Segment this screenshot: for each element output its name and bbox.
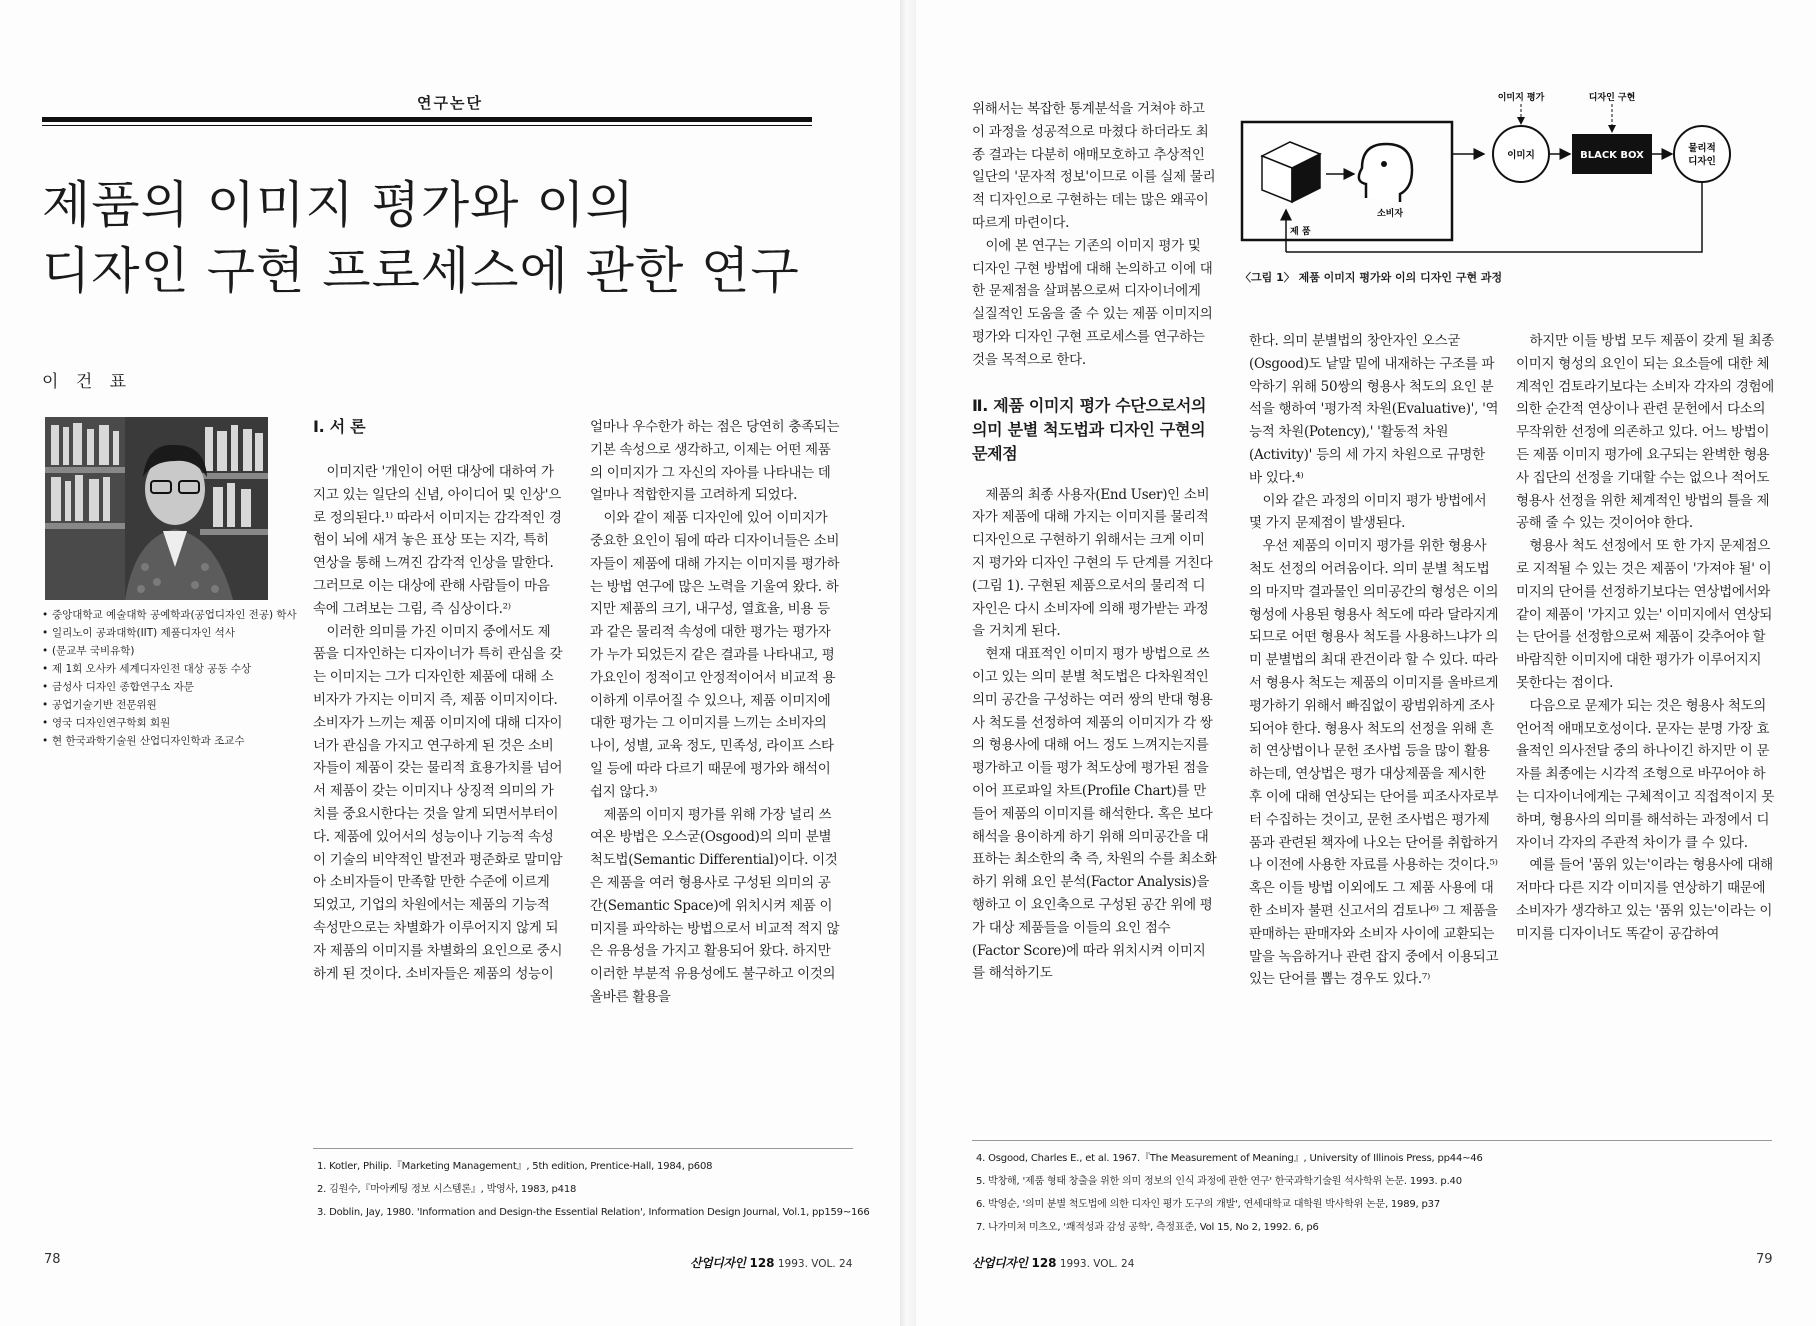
- body-column-3: [972, 98, 1217, 985]
- body-column-1: [313, 415, 563, 985]
- figure-1-caption: 〈그림 1〉 제품 이미지 평가와 이의 디자인 구현 과정: [1240, 271, 1503, 284]
- body-paragraph: 이와 같은 과정의 이미지 평가 방법에서 몇 가지 문제점이 발생된다.: [1249, 492, 1487, 532]
- product-label: 제 품: [1290, 227, 1311, 237]
- body-column-5: [1516, 330, 1778, 946]
- consumer-label: 소비자: [1376, 209, 1404, 219]
- header-rule-thin: [42, 125, 812, 126]
- body-paragraph: 얼마나 우수한가 하는 점은 당연히 충족되는 기본 속성으로 생각하고, 이제는 어떤 제품의 이미지가 그 자신의 자아를 나타내는 데 얼마나 적합한지를 고려하게 되었다.: [590, 419, 840, 504]
- footnote: 7. 나가미쳐 미츠오, '쾌적성과 감성 공학', 측정표준, Vol 15, No 2, 1992. 6, p6: [976, 1222, 1319, 1233]
- black-box-label: BLACK BOX: [1580, 150, 1644, 161]
- magazine-name: 산업디자인: [690, 1256, 746, 1270]
- section-2-heading: Ⅱ. 제품 이미지 평가 수단으로서의 의미 분별 척도법과 디자인 구현의 문제점: [972, 395, 1207, 463]
- footnote: 4. Osgood, Charles E., et al. 1967.『The Measurement of Meaning』, University of Illinois Press, pp44~46: [976, 1153, 1483, 1164]
- issue-number: 128: [1031, 1256, 1057, 1270]
- footnotes-right: [976, 1147, 1483, 1239]
- body-paragraph: 다음으로 문제가 되는 것은 형용사 척도의 언어적 애매모호성이다. 문자는 분명 가장 효율적인 의사전달 중의 하나이긴 하지만 이 문자를 최종에는 시각적 조형으로 바꾸어야 하는 디자이너에게는 구체적이고 직접적이지 못하며, 형용사의 의미를 해석하는 과정에서 디자이너 각자의 주관적 차이가 클 수 있다.: [1516, 697, 1775, 851]
- bio-item: • 현 한국과학기술원 산업디자인학과 조교수: [42, 732, 282, 750]
- body-column-4: [1249, 330, 1499, 991]
- right-page: [916, 0, 1816, 1326]
- issue-number: 128: [749, 1256, 775, 1270]
- author-bio-list: [42, 606, 297, 750]
- bio-item: • 중앙대학교 예술대학 공예학과(공업디자인 전공) 학사: [42, 606, 282, 624]
- design-stage-label: 디자인 구현: [1588, 93, 1636, 103]
- magazine-name: 산업디자인: [972, 1256, 1028, 1270]
- footnote-rule: [313, 1148, 853, 1149]
- footnote: 6. 박영순, '의미 분별 척도법에 의한 디자인 평가 도구의 개발', 연세대학교 대학원 박사학위 논문, 1989, p37: [976, 1199, 1440, 1210]
- author-name: 이 건 표: [42, 372, 133, 392]
- body-paragraph: 현재 대표적인 이미지 평가 방법으로 쓰이고 있는 의미 분별 척도법은 다차원적인 의미 공간을 구성하는 여러 쌍의 반대 형용사 척도를 선정하여 제품의 이미지가 각 쌍의 형용사에 대해 어느 정도 느껴지는지를 평가하고 이들 평가 척도상에 평가된 점을 이어 프로파일 차트(Profile Chart)를 만들어 제품의 이미지를 해석한다. 혹은 보다 해석을 용이하게 하기 위해 의미공간을 대표하는 최소한의 축 즉, 차원의 수를 최소화하기 위해 요인 분석(Factor Analysis)을 행하고 이 요인축으로 구성된 공간 위에 평가 대상 제품들을 이들의 요인 점수(Factor Score)에 따라 위치시켜 이미지를 해석하기도: [972, 646, 1217, 982]
- body-paragraph: 형용사 척도 선정에서 또 한 가지 문제점으로 지적될 수 있는 것은 제품이 '가져야 될' 이미지의 단어를 선정하기보다는 연상법에서와 같이 제품이 '가지고 있는' 이미지에서 연상되는 단어를 선정함으로써 제품이 갖추어야 할 바람직한 이미지에 대한 평가가 이루어지지 못한다는 점이다.: [1516, 538, 1773, 691]
- header-rule-thick: [42, 117, 812, 122]
- bio-item: • 일리노이 공과대학(IIT) 제품디자인 석사: [42, 624, 282, 642]
- bio-item: • (문교부 국비유학): [42, 642, 282, 660]
- body-paragraph: 하지만 이들 방법 모두 제품이 갖게 될 최종 이미지 형성의 요인이 되는 요소들에 대한 체계적인 검토라기보다는 소비자 각자의 경험에 의한 순간적 연상이나 관련 문헌에서 다소의 무작위한 선정에 의존하고 있다. 어느 방법이든 제품 이미지 평가에 요구되는 완벽한 형용사 집단의 선정을 기대할 수는 없으나 적어도 형용사 선정을 위한 체계적인 방법의 틀을 제공해 줄 수 있는 것이어야 한다.: [1516, 333, 1775, 532]
- folio-right: [972, 1254, 1134, 1271]
- bio-item: • 공업기술기반 전문위원: [42, 696, 282, 714]
- issue-meta: 1993. VOL. 24: [1059, 1258, 1135, 1270]
- body-paragraph: 이에 본 연구는 기존의 이미지 평가 및 디자인 구현 방법에 대해 논의하고 이에 대한 문제점을 살펴봄으로써 디자이너에게 실질적인 도움을 줄 수 있는 제품 이미지의 평가와 디자인 구현 프로세스를 연구하는 것을 목적으로 한다.: [972, 237, 1213, 368]
- footnote: 2. 김원수,『마아케팅 정보 시스템론』, 박영사, 1983, p418: [317, 1184, 577, 1195]
- footnote: 5. 박창해, '제품 형태 창출을 위한 의미 정보의 인식 과정에 관한 연구' 한국과학기술원 석사학위 논문. 1993. p.40: [976, 1176, 1462, 1187]
- eval-stage-label: 이미지 평가: [1497, 93, 1545, 103]
- footnote: 3. Doblin, Jay, 1980. 'Information and Design-the Essential Relation', Information Design Journal, Vol.1, pp159~166: [317, 1207, 870, 1218]
- article-title: [42, 172, 822, 304]
- physical-design-node: [1674, 126, 1730, 182]
- body-paragraph: 이러한 의미를 가진 이미지 중에서도 제품을 디자인하는 디자이너가 특히 관심을 갖는 이미지는 그가 디자인한 제품에 대해 소비자가 가지는 이미지 즉, 제품 이미지이다. 소비자가 느끼는 제품 이미지에 대해 디자이너가 관심을 가지고 연구하게 된 것은 소비자들이 제품이 갖는 물리적 효용가치를 넘어서 제품이 갖는 이미지나 상징적 의미의 가치를 중요시한다는 것을 알게 되면서부터이다. 제품에 있어서의 성능이나 기능적 속성이 기술의 비약적인 발전과 평준화로 말미암아 소비자들이 만족할 만한 수준에 이르게 되었고, 기업의 차원에서는 제품의 기능적 속성만으로는 차별화가 이루어지지 않게 되자 제품의 이미지를 차별화의 요인으로 중시하게 된 것이다. 소비자들은 제품의 성능이: [313, 623, 563, 982]
- footnote-rule: [972, 1140, 1772, 1141]
- issue-meta: 1993. VOL. 24: [777, 1258, 853, 1270]
- footnotes-left: [317, 1155, 869, 1224]
- body-paragraph: 제품의 최종 사용자(End User)인 소비자가 제품에 대해 가지는 이미지를 물리적 디자인으로 구현하기 위해서는 크게 이미지 평가와 디자인 구현의 두 단계를 거친다(그림 1). 구현된 제품으로서의 물리적 디자인은 다시 소비자에 의해 평가받는 과정을 거치게 된다.: [972, 486, 1213, 640]
- body-paragraph: 예를 들어 '품위 있는'이라는 형용사에 대해 저마다 다른 지각 이미지를 연상하기 때문에 소비자가 생각하고 있는 '품위 있는'이라는 이미지를 디자이너도 똑같이 공감하여: [1516, 857, 1773, 942]
- author-portrait-image: [45, 417, 268, 600]
- bio-item: • 금성사 디자인 종합연구소 자문: [42, 678, 282, 696]
- section-label: 연구논단: [417, 94, 483, 112]
- binding-gutter: [900, 0, 916, 1326]
- page-number-left: 78: [44, 1252, 61, 1267]
- physical-design-label-1: 물리적: [1688, 143, 1716, 154]
- body-paragraph: 위해서는 복잡한 통계분석을 거쳐야 하고 이 과정을 성공적으로 마쳤다 하더라도 최종 결과는 다분히 애매모호하고 추상적인 일단의 '문자적 정보'이므로 이를 실제 물리적 디자인으로 구현하는 데는 많은 왜곡이 따르게 마련이다.: [972, 101, 1216, 231]
- folio-left: [690, 1254, 852, 1271]
- body-column-2: [590, 416, 840, 1009]
- body-paragraph: 우선 제품의 이미지 평가를 위한 형용사 척도 선정의 어려움이다. 의미 분별 척도법의 마지막 결과물인 의미공간의 형성은 이의 형성에 사용된 형용사 척도에 따라 달라지게 되므로 어떤 형용사 척도를 사용하느냐가 의미 분별법의 최대 관건이라 할 수 있다. 따라서 형용사 척도는 제품의 이미지를 올바르게 평가하기 위해서 빠짐없이 광범위하게 조사되어야 한다. 형용사 척도의 선정을 위해 흔히 연상법이나 문헌 조사법 등을 많이 활용하는데, 연상법은 평가 대상제품을 제시한 후 이에 대해 연상되는 단어를 피조사자로부터 수집하는 것이고, 문헌 조사법은 평가제품과 관련된 책자에 나오는 단어를 취합하거나 이전에 사용한 자료를 사용하는 것이다.⁵⁾ 혹은 이들 방법 이외에도 그 제품 사용에 대한 소비자 불편 신고서의 검토나⁶⁾ 그 제품을 판매하는 판매자와 소비자 사이에 교환되는 말을 녹음하거나 관련 잡지 중에서 이용되고 있는 단어를 뽑는 경우도 있다.⁷⁾: [1249, 538, 1499, 988]
- body-paragraph: 이미지란 '개인이 어떤 대상에 대하여 가지고 있는 일단의 신념, 아이디어 및 인상'으로 정의된다.¹⁾ 따라서 이미지는 감각적인 경험이 뇌에 새겨 놓은 표상 또는 지각, 특히 연상을 통해 느껴진 감각적 인상을 말한다. 그러므로 이는 대상에 관해 사람들이 마음 속에 그려보는 그림, 즉 심상이다.²⁾: [313, 464, 562, 617]
- image-label: 이미지: [1507, 150, 1535, 161]
- body-paragraph: 제품의 이미지 평가를 위해 가장 널리 쓰여온 방법은 오스굳(Osgood)의 의미 분별 척도법(Semantic Differential)이다. 이것은 제품을 여러 형용사로 구성된 의미의 공간(Semantic Space)에 위치시켜 제품 이미지를 파악하는 방법으로서 비교적 적지 않은 유용성을 가지고 활용되어 왔다. 하지만 이러한 부분적 유용성에도 불구하고 이것의 올바른 활용을: [590, 806, 840, 1005]
- left-page: [0, 0, 900, 1326]
- title-line-2: 디자인 구현 프로세스에 관한 연구: [42, 242, 800, 300]
- bio-item: • 제 1회 오사카 세계디자인전 대상 공동 수상: [42, 660, 282, 678]
- body-paragraph: 이와 같이 제품 디자인에 있어 이미지가 중요한 요인이 됨에 따라 디자이너들은 소비자들이 제품에 대해 가지는 이미지를 평가하는 방법 연구에 많은 노력을 기울여 왔다. 하지만 제품의 크기, 내구성, 열효율, 비용 등과 같은 물리적 속성에 대한 평가는 평가자가 누가 되었든지 같은 결과를 나타내고, 평가요인이 정적이고 안정적이어서 비교적 용이하게 이루어질 수 있으나, 제품 이미지에 대한 평가는 그 이미지를 느끼는 소비자의 나이, 성별, 교육 정도, 민족성, 라이프 스타일 등에 따라 다르기 때문에 평가와 해석이 쉽지 않다.³⁾: [590, 510, 840, 800]
- consumer-head-icon: [1359, 144, 1412, 202]
- bio-item: • 영국 디자인연구학회 회원: [42, 714, 282, 732]
- section-1-heading: Ⅰ. 서 론: [313, 417, 366, 436]
- figure-1-diagram: [1236, 92, 1776, 262]
- feedback-line: [1286, 182, 1702, 252]
- title-line-1: 제품의 이미지 평가와 이의: [42, 176, 635, 234]
- page-number-right: 79: [1756, 1252, 1773, 1267]
- footnote: 1. Kotler, Philip.『Marketing Management』, 5th edition, Prentice-Hall, 1984, p608: [317, 1161, 713, 1172]
- physical-design-label-2: 디자인: [1688, 156, 1716, 167]
- author-photo: [45, 417, 268, 600]
- body-paragraph: 한다. 의미 분별법의 창안자인 오스굳(Osgood)도 낱말 밑에 내재하는 구조를 파악하기 위해 50쌍의 형용사 척도의 요인 분석을 행하여 '평가적 차원(Evaluative)', '역능적 차원(Potency),' '활동적 차원(Activity)' 등의 세 가지 차원으로 규명한 바 있다.⁴⁾: [1249, 333, 1499, 486]
- product-cube-icon: [1262, 142, 1320, 202]
